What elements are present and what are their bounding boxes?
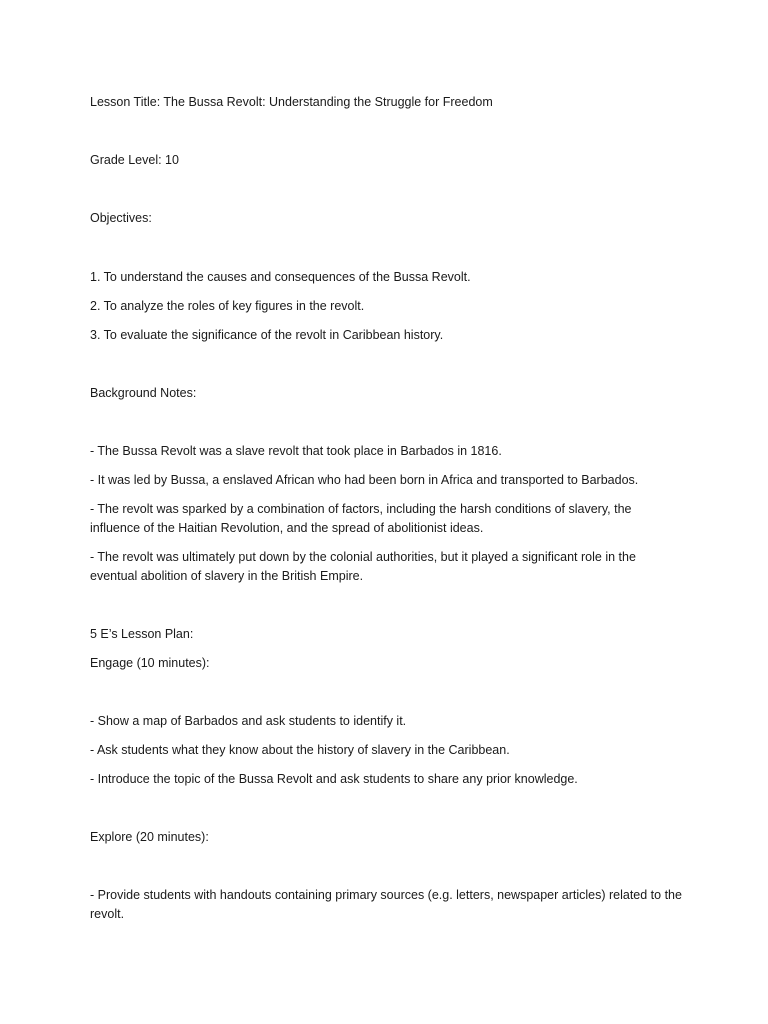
background-note-1: - The Bussa Revolt was a slave revolt that took place in Barbados in 1816. [90,444,502,458]
objectives-heading: Objectives: [90,211,152,225]
explore-heading: Explore (20 minutes): [90,830,209,844]
explore-item-1: - Provide students with handouts containing primary sources (e.g. letters, newspaper articles) related to the revolt. [90,888,682,921]
grade-level: Grade Level: 10 [90,153,179,167]
engage-item-1: - Show a map of Barbados and ask students to identify it. [90,714,407,728]
objective-item-3: 3. To evaluate the significance of the revolt in Caribbean history. [90,328,444,342]
lesson-title: Lesson Title: The Bussa Revolt: Understanding the Struggle for Freedom [90,95,493,109]
background-note-3: - The revolt was sparked by a combination of factors, including the harsh conditions of slavery, the influence of the Haitian Revolution, and the spread of abolitionist ideas. [90,502,632,535]
objective-item-1: 1. To understand the causes and consequences of the Bussa Revolt. [90,270,471,284]
plan-heading: 5 E’s Lesson Plan: [90,627,194,641]
engage-heading: Engage (10 minutes): [90,656,210,670]
engage-item-2: - Ask students what they know about the history of slavery in the Caribbean. [90,743,510,757]
objective-item-2: 2. To analyze the roles of key figures in the revolt. [90,299,365,313]
background-heading: Background Notes: [90,386,197,400]
engage-item-3: - Introduce the topic of the Bussa Revolt and ask students to share any prior knowledge. [90,772,578,786]
background-note-2: - It was led by Bussa, a enslaved African who had been born in Africa and transported to Barbados. [90,473,639,487]
background-note-4: - The revolt was ultimately put down by the colonial authorities, but it played a significant role in the eventual abolition of slavery in the British Empire. [90,550,636,583]
